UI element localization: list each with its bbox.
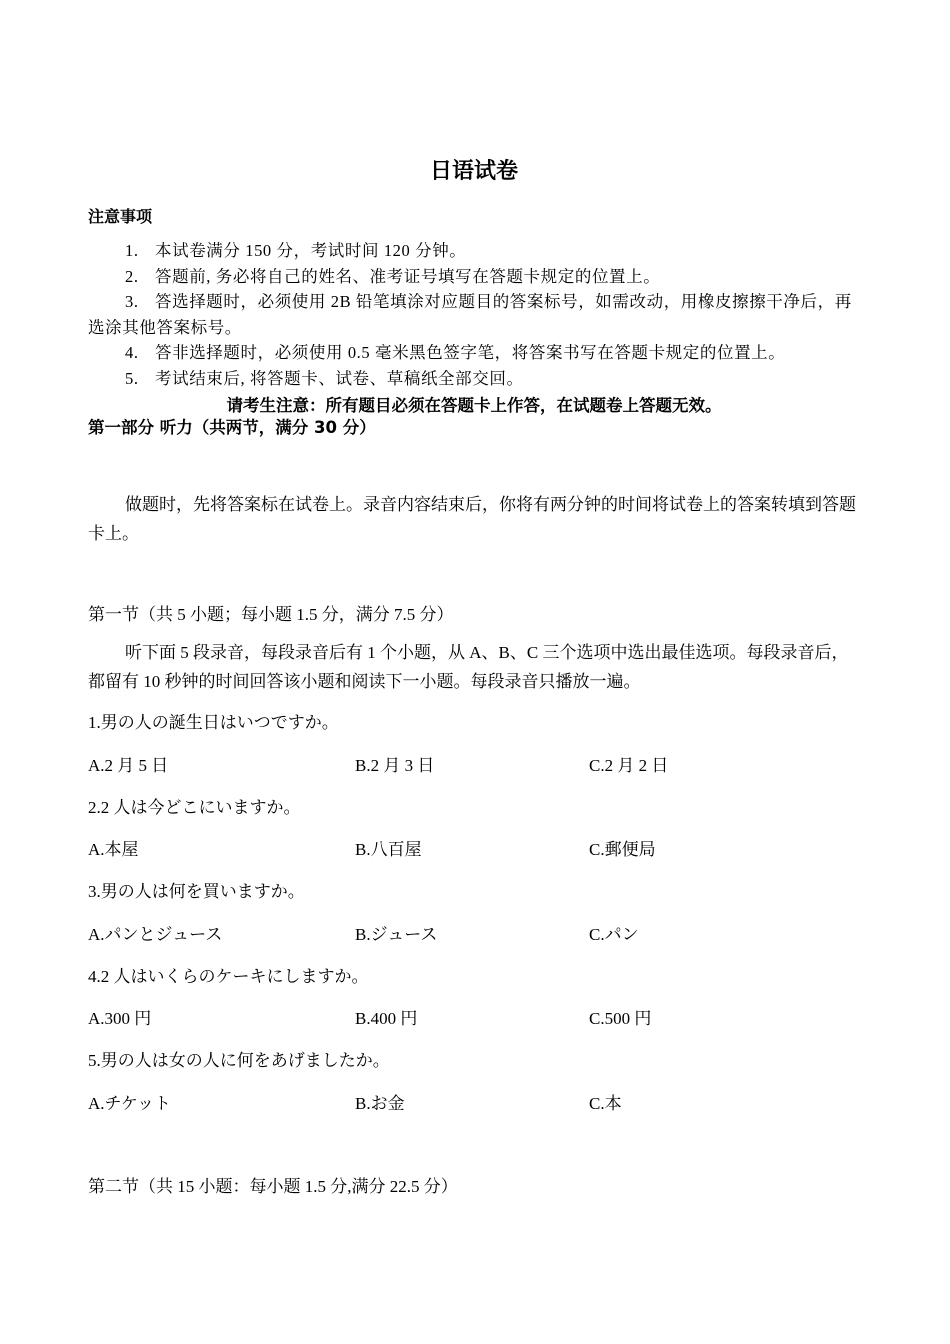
note-item xyxy=(88,238,860,264)
q4-option-b: B.400 円 xyxy=(355,1009,418,1028)
q1-option-c: C.2 月 2 日 xyxy=(589,756,669,775)
q3-option-c: C.パン xyxy=(589,925,639,944)
part1-heading: 第一部分 听力（共两节，满分 30 分） xyxy=(88,418,376,437)
note-text: 答题前, 务必将自己的姓名、准考证号填写在答题卡规定的位置上。 xyxy=(155,266,661,286)
question-4: 4.2 人はいくらのケーキにしますか。 xyxy=(88,967,369,986)
note-text: 答选择题时，必须使用 2B 铅笔填涂对应题目的答案标号，如需改动，用橡皮擦擦干净后，再选涂其他答案标号。 xyxy=(88,292,852,337)
note-number: 4. xyxy=(125,343,139,362)
part1-instructions: 做题时，先将答案标在试卷上。录音内容结束后，你将有两分钟的时间将试卷上的答案转填到答题卡上。 xyxy=(88,495,856,543)
note-item xyxy=(88,264,860,290)
q3-option-a: A.パンとジュース xyxy=(88,925,223,944)
q2-option-b: B.八百屋 xyxy=(355,840,422,859)
section2-heading: 第二节（共 15 小题：每小题 1.5 分,满分 22.5 分） xyxy=(88,1177,458,1196)
q1-option-a: A.2 月 5 日 xyxy=(88,756,169,775)
q1-option-b: B.2 月 3 日 xyxy=(355,756,435,775)
note-text: 本试卷满分 150 分，考试时间 120 分钟。 xyxy=(155,241,467,260)
answer-warning: 请考生注意：所有题目必须在答题卡上作答，在试题卷上答题无效。 xyxy=(226,396,722,415)
q2-option-c: C.郵便局 xyxy=(589,840,656,859)
notes-heading: 注意事项 xyxy=(88,207,153,226)
q5-option-b: B.お金 xyxy=(355,1094,405,1113)
page-title: 日语试卷 xyxy=(429,159,518,184)
q4-option-c: C.500 円 xyxy=(589,1009,652,1028)
note-number: 1. xyxy=(125,241,139,260)
q4-option-a: A.300 円 xyxy=(88,1009,152,1028)
question-5: 5.男の人は女の人に何をあげましたか。 xyxy=(88,1051,390,1070)
note-number: 3. xyxy=(125,292,139,311)
section1-heading: 第一节（共 5 小题；每小题 1.5 分，满分 7.5 分） xyxy=(88,605,454,624)
question-3: 3.男の人は何を買いますか。 xyxy=(88,882,305,901)
q3-option-b: B.ジュース xyxy=(355,925,438,944)
section1-instructions: 听下面 5 段录音，每段录音后有 1 个小题，从 A、B、C 三个选项中选出最佳选项。每段录音后，都留有 10 秒钟的时间回答该小题和阅读下一小题。每段录音只播放一遍。 xyxy=(88,643,849,691)
question-2: 2.2 人は今どこにいますか。 xyxy=(88,798,301,817)
note-text: 答非选择题时，必须使用 0.5 毫米黑色签字笔，将答案书写在答题卡规定的位置上。 xyxy=(155,343,786,362)
q5-option-c: C.本 xyxy=(589,1094,622,1113)
q2-option-a: A.本屋 xyxy=(88,840,139,859)
q5-option-a: A.チケット xyxy=(88,1094,171,1113)
note-item xyxy=(88,289,860,340)
note-number: 2. xyxy=(125,266,139,286)
question-1: 1.男の人の誕生日はいつですか。 xyxy=(88,713,339,732)
note-text: 考试结束后, 将答题卡、试卷、草稿纸全部交回。 xyxy=(155,368,524,388)
note-item xyxy=(88,340,860,366)
note-number: 5. xyxy=(125,368,139,388)
notes-list xyxy=(88,238,860,391)
note-item xyxy=(88,366,860,392)
